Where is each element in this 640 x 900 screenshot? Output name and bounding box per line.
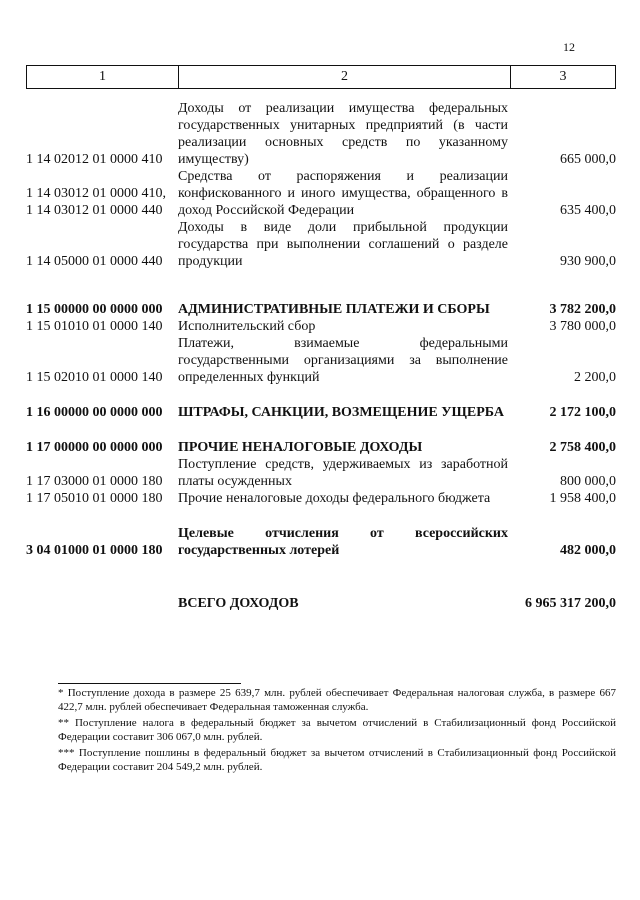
row-code: 1 14 02012 01 0000 410 [26, 152, 163, 167]
footnote-divider [58, 683, 241, 684]
row-code: 1 17 00000 00 0000 000 [26, 440, 163, 455]
row-name: Доходы от реализации имущества федеральных государственных унитарных предприятий (в части реализации основных средств по указанному имуществу) [178, 101, 508, 167]
table-row-section [26, 439, 616, 456]
footnote-2: ** Поступление налога в федеральный бюджет за вычетом отчислений в Стабилизационный фонд Российской Федерации составит 306 067,0 млн. рублей. [58, 717, 616, 743]
row-name: Платежи, взимаемые федеральными государственными организациями за выполнение определенных функций [178, 336, 508, 385]
row-code: 1 17 05010 01 0000 180 [26, 491, 163, 506]
row-amount: 665 000,0 [560, 152, 616, 167]
row-code: 1 15 00000 00 0000 000 [26, 302, 163, 317]
row-amount: 930 900,0 [560, 254, 616, 269]
row-name: АДМИНИСТРАТИВНЫЕ ПЛАТЕЖИ И СБОРЫ [178, 302, 490, 317]
row-amount: 482 000,0 [560, 543, 616, 558]
row-amount: 3 780 000,0 [549, 319, 616, 334]
row-amount: 2 758 400,0 [549, 440, 616, 455]
row-code: 3 04 01000 01 0000 180 [26, 543, 163, 558]
row-code: 1 17 03000 01 0000 180 [26, 474, 163, 489]
row-code: 1 16 00000 00 0000 000 [26, 405, 163, 420]
row-name: Поступление средств, удерживаемых из заработной платы осужденных [178, 457, 508, 489]
row-amount: 1 958 400,0 [549, 491, 616, 506]
table-header-col1: 1 [27, 66, 179, 88]
table-row-section [26, 301, 616, 318]
row-code: 1 15 01010 01 0000 140 [26, 319, 163, 334]
table-row-section [26, 525, 616, 559]
table-row [26, 318, 616, 335]
row-code: 1 14 03012 01 0000 410, 1 14 03012 01 0000 440 [26, 186, 166, 218]
revenue-table [26, 100, 616, 612]
row-amount: 800 000,0 [560, 474, 616, 489]
table-header [26, 65, 616, 89]
row-name: ШТРАФЫ, САНКЦИИ, ВОЗМЕЩЕНИЕ УЩЕРБА [178, 405, 504, 420]
total-amount: 6 965 317 200,0 [525, 596, 616, 611]
table-row [26, 219, 616, 270]
footnote-1: * Поступление дохода в размере 25 639,7 млн. рублей обеспечивает Федеральная налоговая служба, в размере 667 422,7 млн. рублей обеспечивает Федеральная таможенная служба. [58, 687, 616, 713]
table-header-col3: 3 [559, 69, 567, 84]
table-row-section [26, 404, 616, 421]
table-row [26, 490, 616, 507]
row-name: Прочие неналоговые доходы федерального бюджета [178, 491, 491, 506]
row-amount: 2 172 100,0 [549, 405, 616, 420]
table-row [26, 100, 616, 168]
table-row [26, 168, 616, 219]
page-number: 12 [563, 40, 575, 54]
row-name: Исполнительский сбор [178, 319, 316, 334]
total-label: ВСЕГО ДОХОДОВ [178, 596, 299, 611]
row-name: Целевые отчисления от всероссийских государственных лотерей [178, 526, 508, 558]
row-amount: 635 400,0 [560, 203, 616, 218]
footnote-3: *** Поступление пошлины в федеральный бюджет за вычетом отчислений в Стабилизационный фонд Российской Федерации составит 204 549,2 млн. рублей. [58, 747, 616, 773]
row-amount: 3 782 200,0 [549, 302, 616, 317]
table-row [26, 456, 616, 490]
row-name: ПРОЧИЕ НЕНАЛОГОВЫЕ ДОХОДЫ [178, 440, 423, 455]
row-name: Средства от распоряжения и реализации конфискованного и иного имущества, обращенного в доход Российской Федерации [178, 169, 508, 218]
row-name: Доходы в виде доли прибыльной продукции государства при выполнении соглашений о разделе продукции [178, 220, 508, 269]
table-header-col2: 2 [179, 66, 511, 88]
table-row [26, 335, 616, 386]
row-amount: 2 200,0 [574, 370, 616, 385]
footnotes [58, 686, 616, 776]
row-code: 1 15 02010 01 0000 140 [26, 370, 163, 385]
row-code: 1 14 05000 01 0000 440 [26, 254, 163, 269]
total-row [26, 595, 616, 612]
